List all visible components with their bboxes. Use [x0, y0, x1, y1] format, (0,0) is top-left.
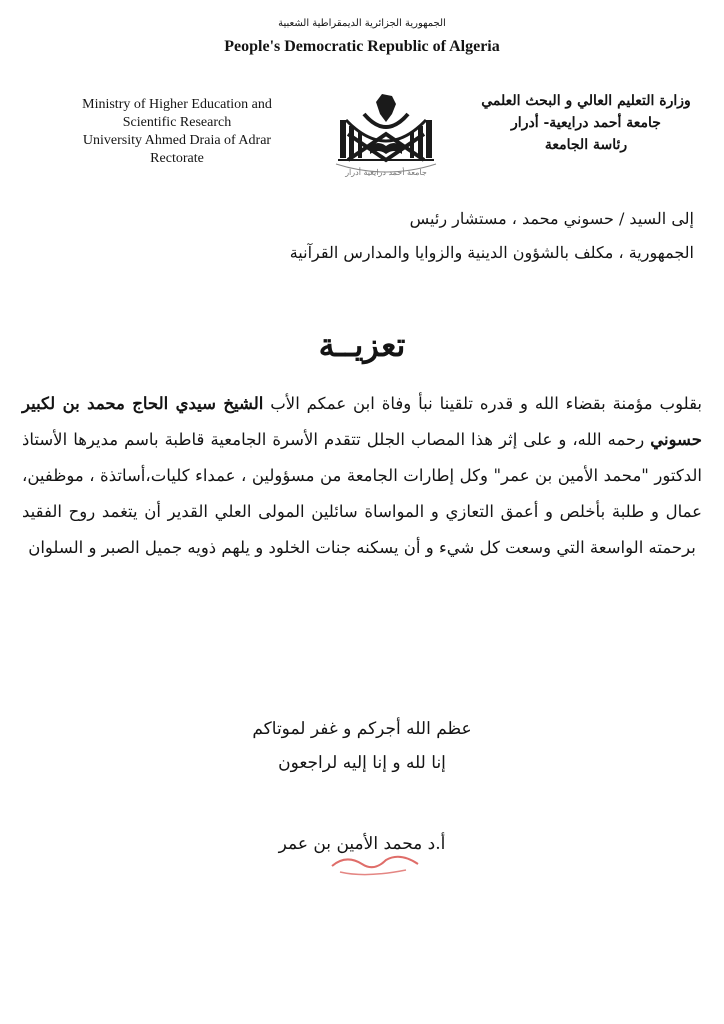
- ministry-block-english: [62, 96, 292, 168]
- recipient-address: [30, 202, 694, 270]
- republic-name-arabic: الجمهورية الجزائرية الديمقراطية الشعبية: [278, 18, 446, 29]
- ministry-line: Ministry of Higher Education and: [82, 97, 272, 112]
- university-logo: [318, 80, 454, 188]
- logo-caption: جامعة أحمد درايعية أدرار: [345, 168, 427, 177]
- ministry-line: وزارة التعليم العالي و البحث العلمي: [481, 93, 691, 109]
- recipient-line: إلى السيد / حسوني محمد ، مستشار رئيس: [409, 209, 694, 228]
- ministry-line: Scientific Research: [122, 115, 232, 130]
- condolence-body: [22, 386, 702, 566]
- closing-line: عظم الله أجركم و غفر لموتاكم: [252, 719, 472, 739]
- body-text-intro: بقلوب مؤمنة بقضاء الله و قدره تلقينا نبأ وفاة ابن عمكم الأب: [270, 394, 703, 413]
- stamp-mark-icon: [326, 848, 426, 882]
- body-text-main: رحمه الله، و على إثر هذا المصاب الجلل تتقدم الأسرة الجامعية قاطبة باسم مديرها الأستاذ الدكتور "محمد الأمين بن عمر" وكل إطارات الجامعة من مسؤولين ، عمداء كليات،أساتذة ، موظفين، عمال و طلبة بأخلص و أعمق التعازي و المواساة سائلين المولى العلي القدير أن يتغمد روح الفقيد برحمته الواسعة التي وسعت كل شيء و أن يسكنه جنات الخلود و يلهم ذويه جميل الصبر و السلوان: [22, 430, 702, 557]
- closing-line: إنا لله و إنا إليه لراجعون: [278, 753, 446, 773]
- ministry-block-arabic: [466, 90, 706, 156]
- rectorate-line: رئاسة الجامعة: [544, 137, 628, 153]
- university-line: جامعة أحمد درايعية- أدرار: [511, 115, 661, 131]
- signature-name: أ.د محمد الأمين بن عمر: [278, 834, 446, 854]
- closing-prayers: [0, 712, 724, 780]
- document-title: تعزيــة: [318, 326, 406, 364]
- republic-name-english: People's Democratic Republic of Algeria: [224, 38, 500, 55]
- deceased-name: الشيخ سيدي الحاج محمد بن لكبير حسوني: [22, 394, 702, 449]
- university-line: University Ahmed Draia of Adrar: [82, 133, 272, 148]
- recipient-line: الجمهورية ، مكلف بالشؤون الدينية والزوايا والمدارس القرآنية: [289, 243, 694, 262]
- rectorate-line: Rectorate: [150, 151, 204, 166]
